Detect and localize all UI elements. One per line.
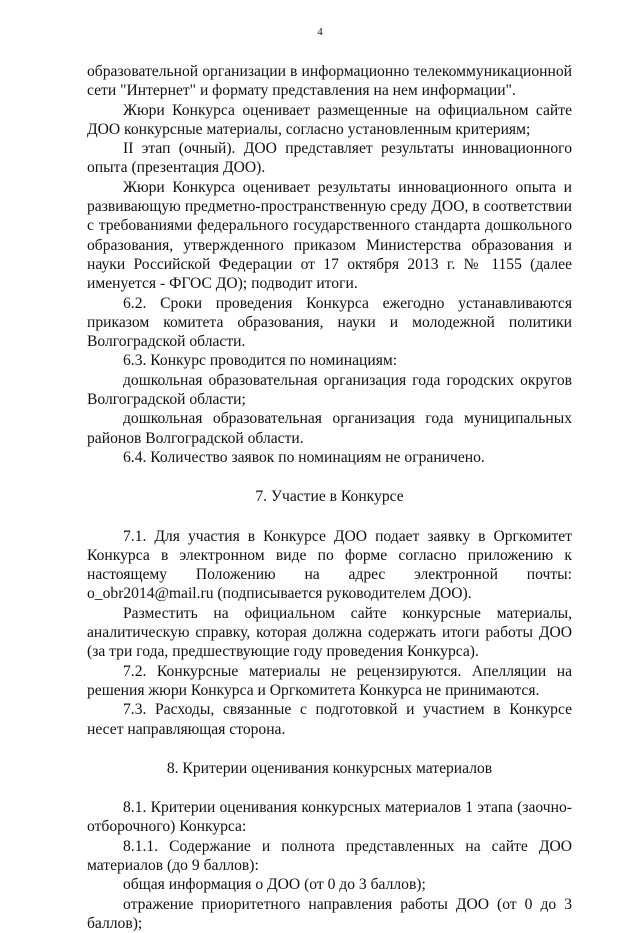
section-heading: 8. Критерии оценивания конкурсных материалов xyxy=(166,759,493,777)
paragraph: дошкольная образовательная организация года муниципальных районов Волгоградской области. xyxy=(87,410,572,447)
paragraph: общая информация о ДОО (от 0 до 3 баллов); xyxy=(123,876,426,894)
paragraph: Жюри Конкурса оценивает размещенные на официальном сайте ДОО конкурсные материалы, согласно установленным критериям; xyxy=(87,101,572,138)
paragraph: 7.2. Конкурсные материалы не рецензируются. Апелляции на решения жюри Конкурса и Оргкомитета Конкурса не принимаются. xyxy=(87,662,572,699)
paragraph: 7.3. Расходы, связанные с подготовкой и участием в Конкурсе несет направляющая сторона. xyxy=(87,701,572,738)
paragraph: 8.1. Критерии оценивания конкурсных материалов 1 этапа (заочно-отборочного) Конкурса: xyxy=(87,799,572,836)
page-number: 4 xyxy=(317,26,323,38)
paragraph: Жюри Конкурса оценивает результаты инновационного опыта и развивающую предметно-пространственную среду ДОО, в соответствии с требованиями федерального государственного стандарта дошкольного образования, утвержденного приказом Министерства образования и науки Российской Федерации от 17 октября 2013 г. № 1155 (далее именуется - ФГОС ДО); подводит итоги. xyxy=(87,178,572,293)
paragraph: образовательной организации в информационно телекоммуникационной сети "Интернет" и формату представления на нем информации". xyxy=(87,63,572,100)
paragraph: 6.2. Сроки проведения Конкурса ежегодно устанавливаются приказом комитета образования, науки и молодежной политики Волгоградской области. xyxy=(87,294,572,351)
section-heading: 7. Участие в Конкурсе xyxy=(255,488,404,506)
document-body xyxy=(87,62,572,933)
paragraph: дошкольная образовательная организация года городских округов Волгоградской области; xyxy=(87,371,572,409)
paragraph: 6.4. Количество заявок по номинациям не ограничено. xyxy=(123,448,485,466)
paragraph: II этап (очный). ДОО представляет результаты инновационного опыта (презентация ДОО). xyxy=(87,140,572,177)
paragraph: отражение приоритетного направления работы ДОО (от 0 до 3 баллов); xyxy=(87,895,572,932)
paragraph: 6.3. Конкурс проводится по номинациям: xyxy=(123,352,398,370)
paragraph: 8.1.1. Содержание и полнота представленных на сайте ДОО материалов (до 9 баллов): xyxy=(87,837,572,874)
paragraph: 7.1. Для участия в Конкурсе ДОО подает заявку в Оргкомитет Конкурса в электронном виде по форме согласно приложению к настоящему Положению на адрес электронной почты: o_obr2014@mail.ru (подписывается руководителем ДОО). xyxy=(87,527,572,603)
paragraph: Разместить на официальном сайте конкурсные материалы, аналитическую справку, которая должна содержать итоги работы ДОО (за три года, предшествующие году проведения Конкурса). xyxy=(87,604,572,661)
